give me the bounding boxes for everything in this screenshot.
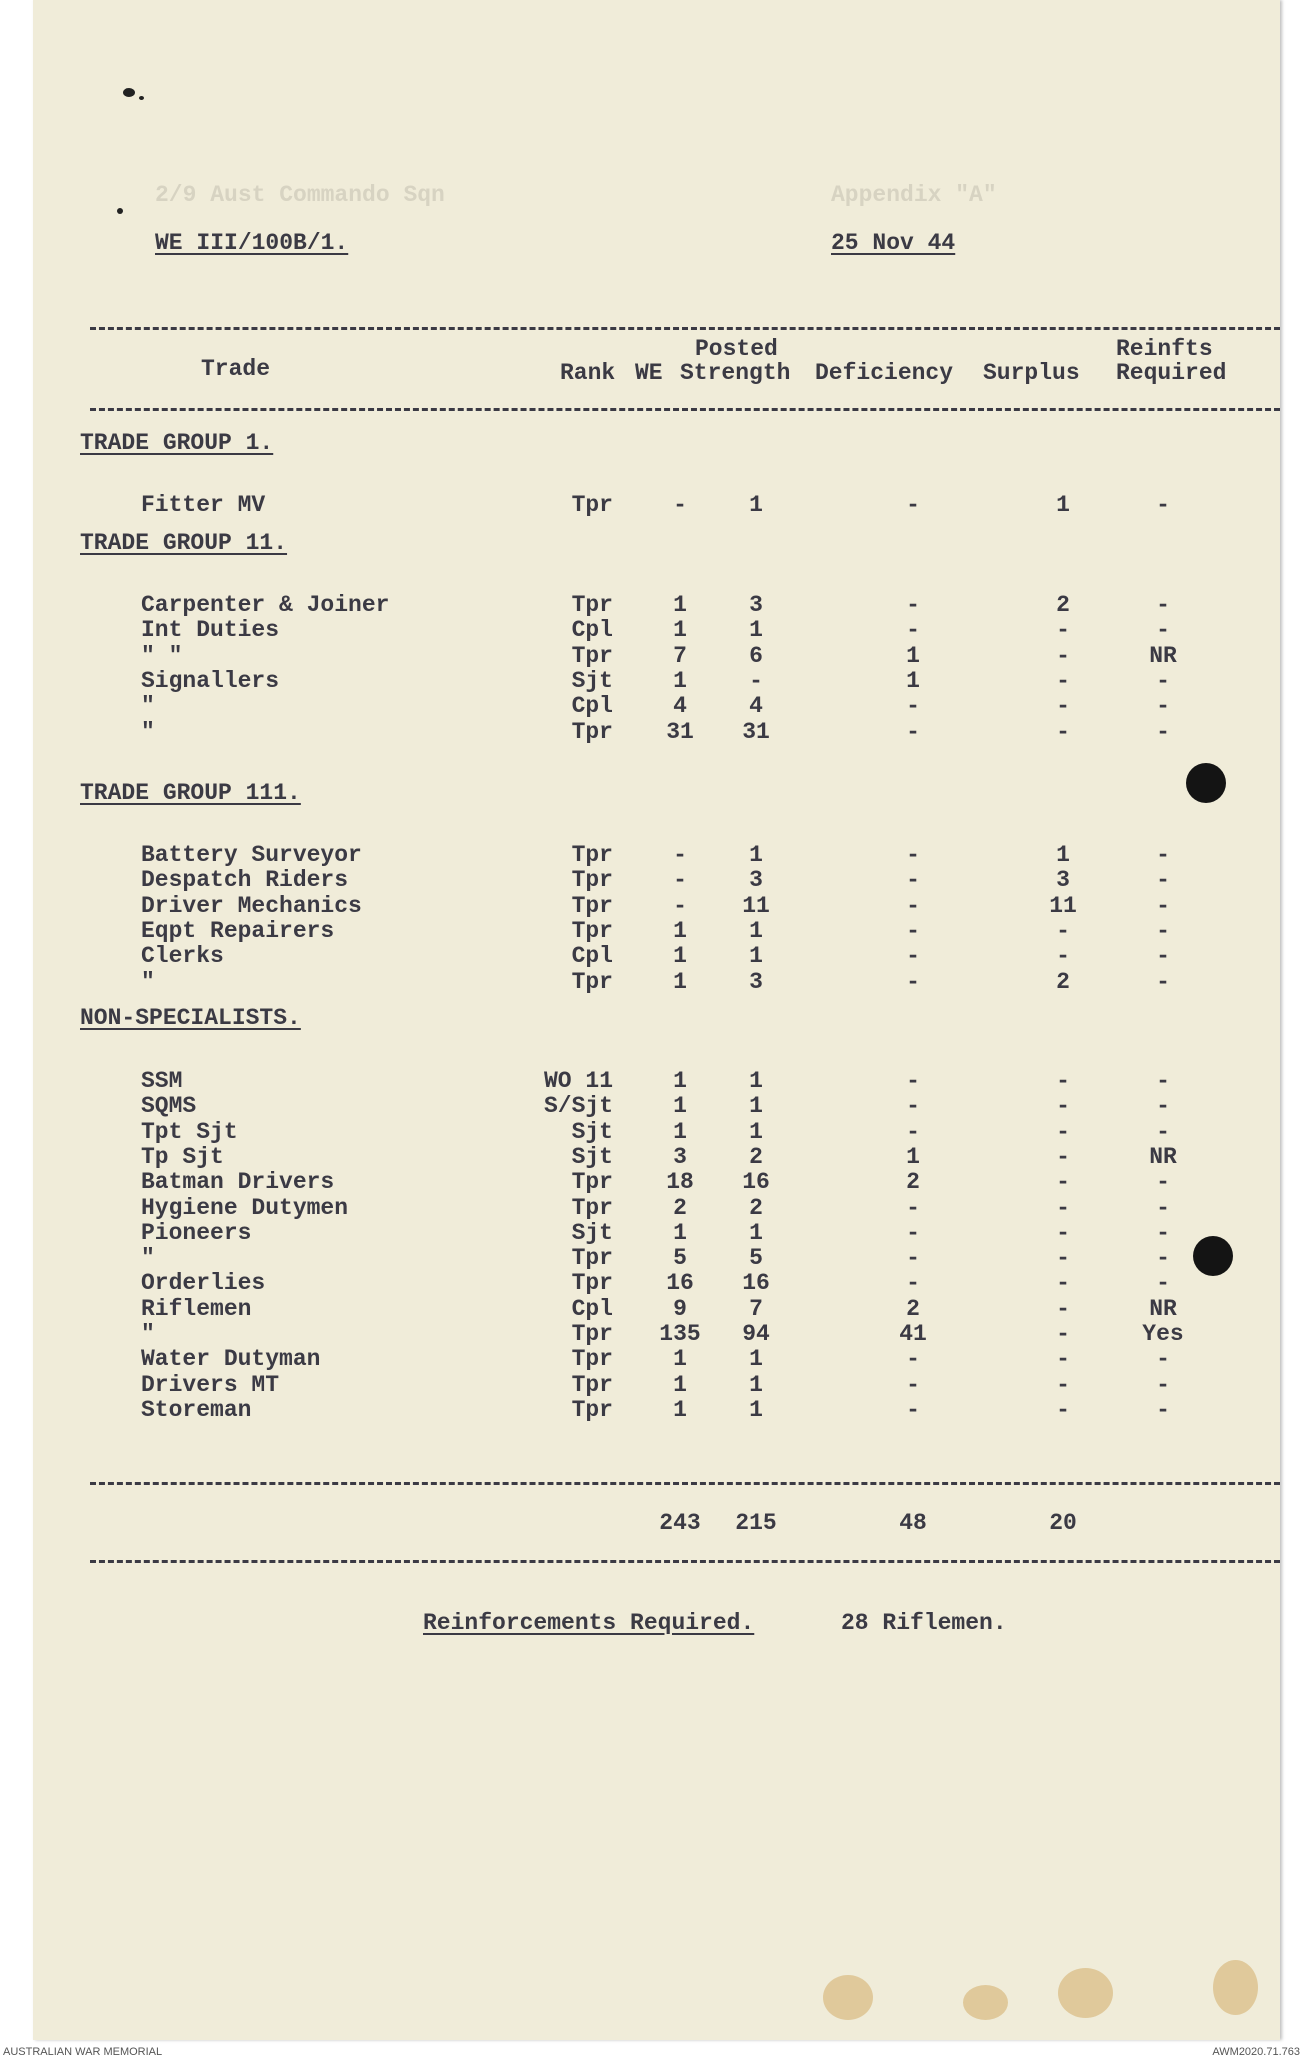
stain xyxy=(963,1985,1008,2020)
cell-reinfts: - xyxy=(1156,1169,1170,1196)
cell-we: 1 xyxy=(673,1068,687,1094)
cell-rank: Sjt xyxy=(571,667,613,694)
cell-surplus: 1 xyxy=(1056,492,1070,518)
cell-reinfts: - xyxy=(1156,693,1170,720)
cell-trade: Batman Drivers xyxy=(141,1169,335,1196)
table-row xyxy=(33,592,1280,617)
cell-rank: Cpl xyxy=(571,1295,613,1322)
cell-deficiency: - xyxy=(906,1068,920,1094)
ink-speck xyxy=(117,208,123,214)
table-row xyxy=(33,842,1280,867)
cell-rank: Cpl xyxy=(571,693,613,720)
cell-we: 18 xyxy=(666,1169,694,1196)
cell-trade: Pioneers xyxy=(141,1219,252,1246)
cell-reinfts: - xyxy=(1156,892,1170,919)
cell-trade: Signallers xyxy=(141,667,280,694)
col-posted-top: Posted xyxy=(695,336,778,362)
cell-we: 1 xyxy=(673,667,687,694)
cell-rank: Tpr xyxy=(571,867,613,894)
cell-reinfts: - xyxy=(1156,1371,1170,1398)
table-row xyxy=(33,1245,1280,1270)
table-row xyxy=(33,1093,1280,1118)
cell-posted: 1 xyxy=(749,1396,763,1423)
cell-reinfts: NR xyxy=(1149,642,1177,669)
cell-reinfts: - xyxy=(1156,1194,1170,1221)
cell-posted: 1 xyxy=(749,492,763,518)
header-top-rule xyxy=(90,327,1280,330)
cell-trade: Drivers MT xyxy=(141,1371,280,1398)
cell-we: 1 xyxy=(673,1219,687,1246)
cell-surplus: - xyxy=(1056,1371,1070,1398)
cell-deficiency: 2 xyxy=(906,1169,920,1196)
cell-reinfts: - xyxy=(1156,842,1170,868)
cell-surplus: - xyxy=(1056,1219,1070,1246)
cell-rank: Tpr xyxy=(571,1371,613,1398)
table-row xyxy=(33,1372,1280,1397)
table-row xyxy=(33,492,1280,517)
cell-surplus: - xyxy=(1056,642,1070,669)
cell-reinfts: NR xyxy=(1149,1143,1177,1170)
reinforcements-label: Reinforcements Required. xyxy=(423,1610,755,1636)
stain xyxy=(1213,1960,1258,2015)
cell-deficiency: - xyxy=(906,1194,920,1221)
table-row xyxy=(33,1321,1280,1346)
cell-deficiency: - xyxy=(906,1093,920,1120)
date: 25 Nov 44 xyxy=(831,230,956,256)
cell-deficiency: - xyxy=(906,1219,920,1246)
cell-we: 5 xyxy=(673,1245,687,1272)
cell-we: 2 xyxy=(673,1194,687,1221)
table-row xyxy=(33,719,1280,744)
col-posted-bottom: Strength xyxy=(680,360,791,386)
cell-posted: 3 xyxy=(749,592,763,618)
totals-top-rule xyxy=(90,1482,1280,1485)
cell-posted: 16 xyxy=(742,1270,770,1297)
cell-surplus: - xyxy=(1056,943,1070,970)
cell-deficiency: - xyxy=(906,492,920,518)
ink-speck xyxy=(139,96,144,100)
cell-reinfts: - xyxy=(1156,1118,1170,1145)
cell-rank: Sjt xyxy=(571,1143,613,1170)
table-row xyxy=(33,693,1280,718)
cell-posted: 94 xyxy=(742,1321,770,1347)
cell-rank: Tpr xyxy=(571,1270,613,1297)
cell-rank: Tpr xyxy=(571,1346,613,1373)
cell-surplus: - xyxy=(1056,917,1070,944)
cell-surplus: 11 xyxy=(1049,892,1077,919)
cell-surplus: - xyxy=(1056,1169,1070,1196)
cell-surplus: - xyxy=(1056,1143,1070,1170)
cell-deficiency: 1 xyxy=(906,642,920,669)
cell-reinfts: - xyxy=(1156,1093,1170,1120)
cell-deficiency: - xyxy=(906,1371,920,1398)
cell-rank: Tpr xyxy=(571,917,613,944)
cell-deficiency: - xyxy=(906,867,920,894)
cell-surplus: - xyxy=(1056,1270,1070,1297)
total-posted: 215 xyxy=(735,1510,777,1536)
cell-trade: Fitter MV xyxy=(141,492,266,518)
cell-deficiency: - xyxy=(906,1346,920,1373)
table-row xyxy=(33,867,1280,892)
reference: WE III/100B/1. xyxy=(155,230,349,256)
cell-reinfts: - xyxy=(1156,917,1170,944)
cell-reinfts: - xyxy=(1156,1245,1170,1272)
cell-trade: Eqpt Repairers xyxy=(141,917,335,944)
cell-posted: 2 xyxy=(749,1194,763,1221)
cell-deficiency: 41 xyxy=(899,1321,927,1347)
col-rank: Rank xyxy=(560,360,616,386)
cell-rank: Tpr xyxy=(571,892,613,919)
cell-posted: 1 xyxy=(749,943,763,970)
cell-posted: 1 xyxy=(749,842,763,868)
cell-deficiency: 1 xyxy=(906,1143,920,1170)
cell-we: - xyxy=(673,842,687,868)
cell-rank: Tpr xyxy=(571,642,613,669)
cell-we: 1 xyxy=(673,917,687,944)
cell-surplus: - xyxy=(1056,1093,1070,1120)
cell-rank: S/Sjt xyxy=(543,1093,613,1120)
cell-posted: 16 xyxy=(742,1169,770,1196)
cell-we: - xyxy=(673,892,687,919)
col-reinfts-top: Reinfts xyxy=(1116,336,1213,362)
cell-rank: WO 11 xyxy=(543,1068,613,1094)
col-surplus: Surplus xyxy=(983,360,1080,386)
group-title: TRADE GROUP 11. xyxy=(80,530,288,556)
cell-rank: Tpr xyxy=(571,1321,613,1347)
cell-posted: 1 xyxy=(749,1371,763,1398)
cell-surplus: - xyxy=(1056,617,1070,644)
cell-posted: 2 xyxy=(749,1143,763,1170)
cell-deficiency: - xyxy=(906,917,920,944)
table-row xyxy=(33,643,1280,668)
table-row xyxy=(33,1270,1280,1295)
table-row xyxy=(33,1068,1280,1093)
cell-posted: 5 xyxy=(749,1245,763,1272)
cell-reinfts: - xyxy=(1156,1219,1170,1246)
stain xyxy=(1058,1968,1113,2018)
cell-surplus: - xyxy=(1056,1346,1070,1373)
table-row xyxy=(33,969,1280,994)
cell-reinfts: - xyxy=(1156,667,1170,694)
unit-faint: 2/9 Aust Commando Sqn xyxy=(155,182,445,208)
cell-reinfts: - xyxy=(1156,1068,1170,1094)
cell-we: 1 xyxy=(673,1371,687,1398)
cell-reinfts: - xyxy=(1156,492,1170,518)
total-surplus: 20 xyxy=(1049,1510,1077,1536)
cell-posted: 1 xyxy=(749,1093,763,1120)
cell-deficiency: - xyxy=(906,617,920,644)
cell-surplus: - xyxy=(1056,693,1070,720)
cell-we: 9 xyxy=(673,1295,687,1322)
cell-deficiency: - xyxy=(906,1118,920,1145)
table-row xyxy=(33,1296,1280,1321)
cell-deficiency: - xyxy=(906,943,920,970)
cell-deficiency: 2 xyxy=(906,1295,920,1322)
cell-trade: Tp Sjt xyxy=(141,1143,224,1170)
cell-trade: " xyxy=(141,718,155,745)
cell-trade: Carpenter & Joiner xyxy=(141,592,390,618)
cell-deficiency: - xyxy=(906,892,920,919)
cell-reinfts: NR xyxy=(1149,1295,1177,1322)
cell-trade: SQMS xyxy=(141,1093,197,1120)
table-row xyxy=(33,893,1280,918)
cell-rank: Sjt xyxy=(571,1118,613,1145)
cell-deficiency: - xyxy=(906,592,920,618)
appendix-faint: Appendix "A" xyxy=(831,182,997,208)
cell-posted: 31 xyxy=(742,718,770,745)
header-bottom-rule xyxy=(90,408,1280,411)
table-row xyxy=(33,1169,1280,1194)
cell-trade: Storeman xyxy=(141,1396,252,1423)
table-row xyxy=(33,1195,1280,1220)
cell-trade: SSM xyxy=(141,1068,183,1094)
cell-trade: Int Duties xyxy=(141,617,280,644)
cell-reinfts: - xyxy=(1156,943,1170,970)
col-trade: Trade xyxy=(201,356,271,382)
total-deficiency: 48 xyxy=(899,1510,927,1536)
cell-we: 1 xyxy=(673,617,687,644)
cell-surplus: - xyxy=(1056,667,1070,694)
cell-rank: Tpr xyxy=(571,1245,613,1272)
cell-posted: 1 xyxy=(749,1346,763,1373)
cell-posted: 7 xyxy=(749,1295,763,1322)
cell-trade: " xyxy=(141,1321,155,1347)
cell-deficiency: - xyxy=(906,693,920,720)
cell-reinfts: - xyxy=(1156,867,1170,894)
cell-reinfts: - xyxy=(1156,1346,1170,1373)
cell-rank: Cpl xyxy=(571,943,613,970)
cell-posted: 1 xyxy=(749,1068,763,1094)
cell-we: 4 xyxy=(673,693,687,720)
document-sheet xyxy=(33,0,1280,2040)
cell-rank: Tpr xyxy=(571,492,613,518)
table-row xyxy=(33,1397,1280,1422)
col-deficiency: Deficiency xyxy=(815,360,954,386)
cell-surplus: 3 xyxy=(1056,867,1070,894)
cell-surplus: - xyxy=(1056,1245,1070,1272)
cell-surplus: - xyxy=(1056,1321,1070,1347)
cell-reinfts: - xyxy=(1156,968,1170,995)
cell-deficiency: - xyxy=(906,1270,920,1297)
cell-we: 1 xyxy=(673,1118,687,1145)
table-row xyxy=(33,1144,1280,1169)
cell-rank: Tpr xyxy=(571,1396,613,1423)
cell-posted: - xyxy=(749,667,763,694)
table-row xyxy=(33,1220,1280,1245)
cell-rank: Sjt xyxy=(571,1219,613,1246)
cell-we: 135 xyxy=(659,1321,701,1347)
cell-we: 7 xyxy=(673,642,687,669)
cell-trade: Despatch Riders xyxy=(141,867,349,894)
table-row xyxy=(33,1346,1280,1371)
cell-we: - xyxy=(673,492,687,518)
cell-posted: 4 xyxy=(749,693,763,720)
punch-hole xyxy=(1186,763,1226,803)
cell-rank: Tpr xyxy=(571,718,613,745)
cell-surplus: 2 xyxy=(1056,968,1070,995)
cell-we: 31 xyxy=(666,718,694,745)
cell-posted: 1 xyxy=(749,617,763,644)
cell-posted: 1 xyxy=(749,1118,763,1145)
table-row xyxy=(33,617,1280,642)
cell-posted: 1 xyxy=(749,1219,763,1246)
cell-surplus: 1 xyxy=(1056,842,1070,868)
footer-left: AUSTRALIAN WAR MEMORIAL xyxy=(3,2046,163,2058)
cell-deficiency: - xyxy=(906,968,920,995)
cell-posted: 6 xyxy=(749,642,763,669)
cell-surplus: 2 xyxy=(1056,592,1070,618)
group-title: TRADE GROUP 1. xyxy=(80,430,274,456)
cell-trade: Driver Mechanics xyxy=(141,892,362,919)
group-title: NON-SPECIALISTS. xyxy=(80,1005,301,1031)
cell-deficiency: - xyxy=(906,1396,920,1423)
cell-trade: Orderlies xyxy=(141,1270,266,1297)
cell-trade: Riflemen xyxy=(141,1295,252,1322)
cell-we: 1 xyxy=(673,943,687,970)
cell-we: 1 xyxy=(673,968,687,995)
cell-trade: " " xyxy=(141,642,183,669)
ink-speck xyxy=(123,88,135,97)
cell-trade: Tpt Sjt xyxy=(141,1118,238,1145)
col-we: WE xyxy=(635,360,663,386)
cell-surplus: - xyxy=(1056,1396,1070,1423)
cell-surplus: - xyxy=(1056,718,1070,745)
cell-deficiency: - xyxy=(906,842,920,868)
cell-deficiency: - xyxy=(906,718,920,745)
footer-right: AWM2020.71.763 xyxy=(1212,2046,1300,2058)
cell-we: 1 xyxy=(673,1346,687,1373)
cell-trade: Water Dutyman xyxy=(141,1346,321,1373)
cell-trade: Clerks xyxy=(141,943,224,970)
table-row xyxy=(33,1119,1280,1144)
total-we: 243 xyxy=(659,1510,701,1536)
cell-trade: Hygiene Dutymen xyxy=(141,1194,349,1221)
cell-surplus: - xyxy=(1056,1118,1070,1145)
cell-rank: Tpr xyxy=(571,1169,613,1196)
cell-rank: Tpr xyxy=(571,842,613,868)
col-reinfts-bottom: Required xyxy=(1116,360,1227,386)
cell-reinfts: - xyxy=(1156,718,1170,745)
table-row xyxy=(33,943,1280,968)
cell-reinfts: Yes xyxy=(1142,1321,1184,1347)
cell-rank: Tpr xyxy=(571,1194,613,1221)
cell-surplus: - xyxy=(1056,1295,1070,1322)
reinforcements-value: 28 Riflemen. xyxy=(841,1610,1007,1636)
cell-trade: " xyxy=(141,1245,155,1272)
cell-posted: 11 xyxy=(742,892,770,919)
cell-we: 3 xyxy=(673,1143,687,1170)
cell-we: 1 xyxy=(673,1396,687,1423)
table-row xyxy=(33,918,1280,943)
cell-surplus: - xyxy=(1056,1068,1070,1094)
totals-bottom-rule xyxy=(90,1560,1280,1563)
cell-deficiency: 1 xyxy=(906,667,920,694)
cell-deficiency: - xyxy=(906,1245,920,1272)
stain xyxy=(823,1975,873,2020)
cell-posted: 3 xyxy=(749,968,763,995)
punch-hole xyxy=(1193,1236,1233,1276)
cell-trade: Battery Surveyor xyxy=(141,842,362,868)
group-title: TRADE GROUP 111. xyxy=(80,780,301,806)
cell-trade: " xyxy=(141,693,155,720)
cell-trade: " xyxy=(141,968,155,995)
cell-reinfts: - xyxy=(1156,592,1170,618)
table-row xyxy=(33,668,1280,693)
cell-we: 16 xyxy=(666,1270,694,1297)
cell-rank: Cpl xyxy=(571,617,613,644)
cell-we: 1 xyxy=(673,592,687,618)
cell-posted: 3 xyxy=(749,867,763,894)
cell-we: 1 xyxy=(673,1093,687,1120)
cell-reinfts: - xyxy=(1156,617,1170,644)
cell-reinfts: - xyxy=(1156,1396,1170,1423)
cell-surplus: - xyxy=(1056,1194,1070,1221)
cell-rank: Tpr xyxy=(571,592,613,618)
cell-reinfts: - xyxy=(1156,1270,1170,1297)
cell-we: - xyxy=(673,867,687,894)
cell-posted: 1 xyxy=(749,917,763,944)
cell-rank: Tpr xyxy=(571,968,613,995)
